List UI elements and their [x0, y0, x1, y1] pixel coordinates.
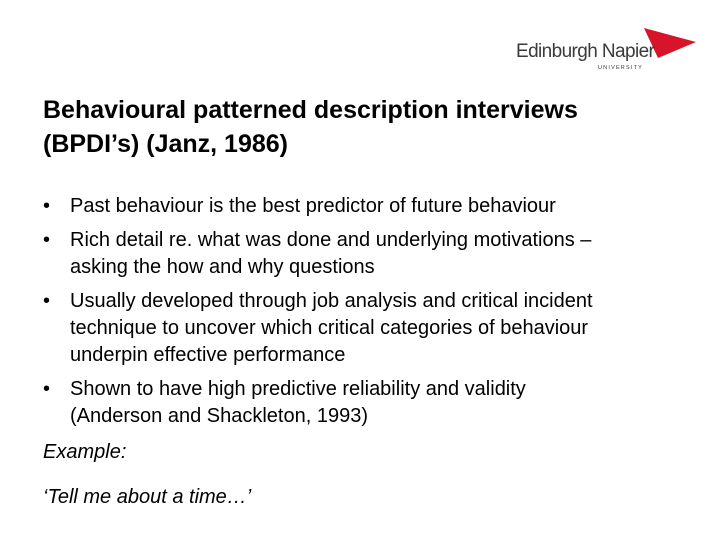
logo-subtitle: UNIVERSITY: [598, 65, 644, 71]
slide-title-line-2: (BPDI’s) (Janz, 1986): [43, 130, 288, 158]
bullet-line: underpin effective performance: [70, 344, 346, 366]
slide-title: [43, 93, 703, 161]
bullet-line: (Anderson and Shackleton, 1993): [70, 405, 368, 427]
bullet-line: technique to uncover which critical categories of behaviour: [70, 317, 589, 339]
bullet-line: asking the how and why questions: [70, 256, 375, 278]
bullet-item: [43, 193, 703, 220]
bullet-line: Shown to have high predictive reliability and validity: [70, 378, 526, 400]
bullet-icon: •: [43, 195, 51, 217]
bullet-line: Past behaviour is the best predictor of future behaviour: [70, 195, 556, 217]
example-label: Example:: [43, 441, 127, 463]
bullet-line: Usually developed through job analysis and critical incident: [70, 290, 593, 312]
example-quote: ‘Tell me about a time…’: [43, 486, 252, 508]
bullet-item: [43, 227, 703, 281]
bullet-item: [43, 376, 703, 430]
slide-title-line-1: Behavioural patterned description interviews: [43, 96, 578, 124]
bullet-icon: •: [43, 290, 51, 312]
bullet-icon: •: [43, 378, 51, 400]
university-logo: [512, 28, 698, 76]
bullet-list: [43, 193, 703, 437]
bullet-line: Rich detail re. what was done and underlying motivations –: [70, 229, 592, 251]
bullet-item: [43, 288, 703, 369]
logo-name: Edinburgh Napier: [516, 41, 655, 62]
bullet-icon: •: [43, 229, 51, 251]
